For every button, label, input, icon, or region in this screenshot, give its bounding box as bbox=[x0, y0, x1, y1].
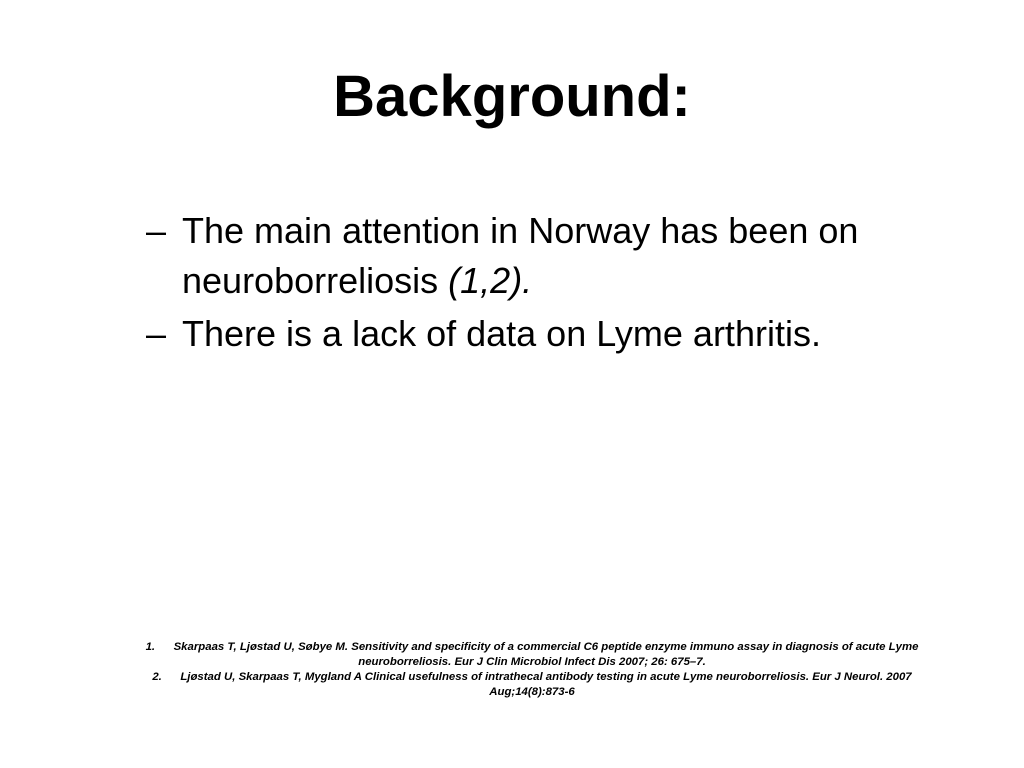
reference-text: Ljøstad U, Skarpaas T, Mygland A Clinical usefulness of intrathecal antibody testing in acute Lyme neuroborreliosis. Eur J Neurol. 2007 Aug;14(8):873-6 bbox=[180, 671, 912, 698]
bullet-text: There is a lack of data on Lyme arthritis. bbox=[182, 313, 821, 354]
bullet-citation: (1,2). bbox=[448, 260, 533, 301]
slide-title: Background: bbox=[333, 64, 691, 129]
bullet-marker: – bbox=[146, 313, 167, 354]
bullet-marker: – bbox=[146, 210, 167, 251]
bullet-item bbox=[146, 309, 946, 359]
reference-list bbox=[112, 640, 952, 700]
reference-item bbox=[112, 670, 952, 700]
reference-text: Skarpaas T, Ljøstad U, Søbye M. Sensitivity and specificity of a commercial C6 peptide enzyme immuno assay in diagnosis of acute Lyme neuroborreliosis. Eur J Clin Microbiol Infect Dis 2007; 26: 675–7. bbox=[173, 641, 919, 668]
reference-number: 2. bbox=[152, 671, 162, 683]
reference-number: 1. bbox=[145, 641, 156, 653]
bullet-list bbox=[146, 206, 946, 362]
bullet-item bbox=[146, 206, 946, 306]
reference-item bbox=[112, 640, 952, 670]
bullet-text: The main attention in Norway has been on neuroborreliosis bbox=[182, 210, 859, 301]
